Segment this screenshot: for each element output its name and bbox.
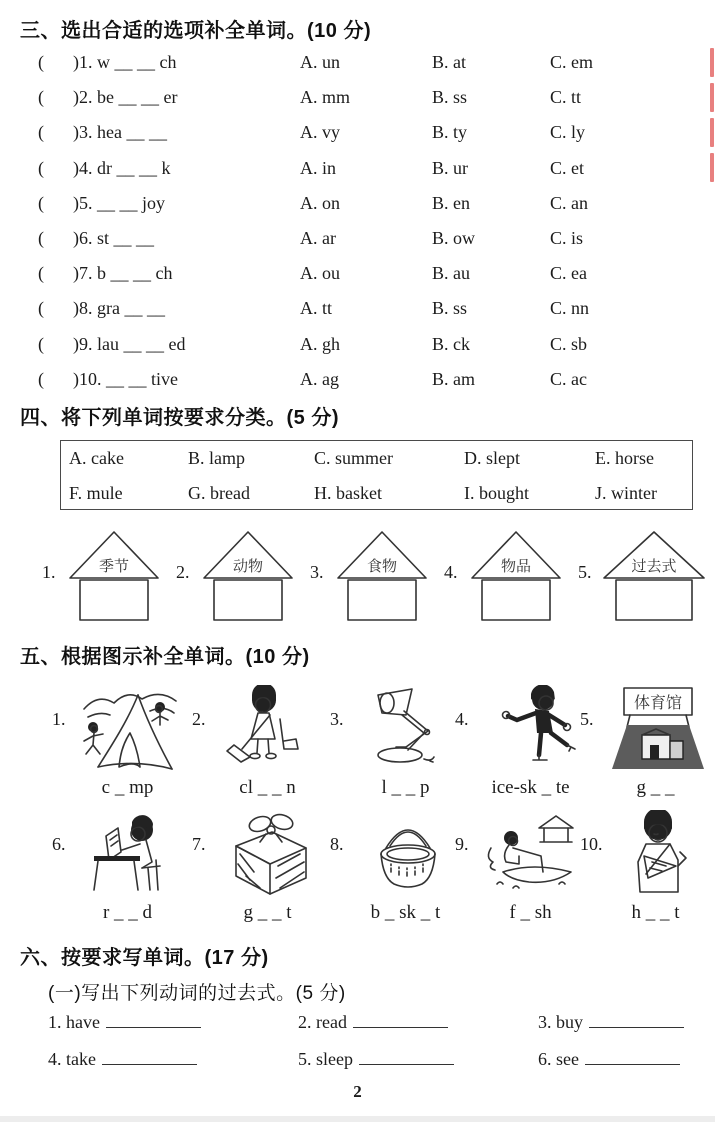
- answer-blank: [102, 1050, 197, 1065]
- verb-label: 6. see: [538, 1049, 579, 1069]
- answer-paren: (: [38, 368, 44, 389]
- verb-label: 3. buy: [538, 1012, 583, 1032]
- answer-blank: [359, 1050, 454, 1065]
- boy-fishing-illustration: [483, 810, 583, 898]
- question-row: [0, 81, 715, 116]
- option-c: C. ly: [550, 122, 586, 143]
- section4-heading: 四、将下列单词按要求分类。(5 分): [20, 407, 339, 429]
- option-a: A. ou: [300, 263, 340, 284]
- picture-item: [330, 685, 475, 803]
- section3-heading: 三、选出合适的选项补全单词。(10 分): [20, 20, 372, 42]
- option-b: B. ss: [432, 298, 468, 319]
- gym-sign-text: 体育馆: [633, 695, 683, 712]
- picture-word-blank: g _ _: [636, 777, 675, 798]
- picture-number: 10.: [580, 834, 603, 854]
- past-tense-item: [48, 1012, 201, 1033]
- house-category-label: 食物: [366, 558, 397, 575]
- gift-box-illustration: [220, 810, 320, 898]
- option-b: B. ss: [432, 87, 468, 108]
- verb-label: 5. sleep: [298, 1049, 353, 1069]
- answer-paren: (: [38, 227, 44, 248]
- word-bank-box: [60, 440, 693, 510]
- option-b: B. ur: [432, 157, 468, 178]
- house-number: 1.: [42, 562, 56, 582]
- picture-word-blank: g _ _ t: [243, 902, 292, 923]
- picture-number: 7.: [192, 834, 206, 854]
- picture-item: [455, 685, 600, 803]
- option-a: A. ar: [300, 227, 336, 248]
- bank-word: G. bread: [188, 483, 250, 503]
- picture-word-blank: l _ _ p: [381, 777, 430, 798]
- picture-item: [330, 810, 475, 928]
- section6-heading: 六、按要求写单词。(17 分): [20, 947, 269, 969]
- picture-item: [580, 685, 715, 803]
- verb-label: 1. have: [48, 1012, 100, 1032]
- picture-word-blank: r _ _ d: [102, 902, 153, 923]
- answer-blank: [353, 1013, 448, 1028]
- question-row: [0, 292, 715, 327]
- category-house-animals: [176, 528, 310, 628]
- question-stem: )5. __ __ joy: [73, 192, 165, 213]
- picture-item: [52, 685, 197, 803]
- answer-paren: (: [38, 333, 44, 354]
- house-number: 5.: [578, 562, 592, 582]
- picture-number: 2.: [192, 709, 206, 729]
- question-stem: )1. w __ __ ch: [73, 52, 177, 72]
- picture-word-blank: f _ sh: [509, 902, 552, 923]
- picture-word-blank: ice-sk _ te: [491, 777, 570, 798]
- past-tense-item: [298, 1012, 448, 1033]
- option-c: C. sb: [550, 333, 588, 354]
- page-bottom-edge: [0, 1116, 715, 1122]
- bank-word: D. slept: [464, 448, 520, 468]
- option-b: B. en: [432, 192, 470, 213]
- question-stem: )4. dr __ __ k: [73, 157, 171, 178]
- question-row: [0, 187, 715, 222]
- option-b: B. am: [432, 368, 475, 389]
- option-b: B. au: [432, 263, 470, 284]
- red-grading-mark: [710, 48, 714, 77]
- option-a: A. mm: [300, 87, 351, 108]
- question-stem: )2. be __ __ er: [73, 87, 178, 108]
- picture-word-blank: c _ mp: [101, 777, 154, 798]
- answer-paren: (: [38, 122, 44, 143]
- question-row: [0, 46, 715, 81]
- red-grading-mark: [710, 153, 714, 182]
- bank-word: E. horse: [595, 448, 654, 468]
- bank-word: F. mule: [69, 483, 123, 503]
- question-stem: )3. hea __ __: [73, 122, 167, 143]
- girl-sweeping-illustration: [220, 685, 320, 773]
- question-row: [0, 152, 715, 187]
- house-category-label: 季节: [98, 558, 129, 575]
- option-b: B. at: [432, 52, 466, 72]
- picture-number: 9.: [455, 834, 469, 854]
- house-number: 4.: [444, 562, 458, 582]
- question-row: [0, 257, 715, 292]
- option-a: A. on: [300, 192, 340, 213]
- picture-number: 5.: [580, 709, 594, 729]
- bank-word: B. lamp: [188, 448, 245, 468]
- option-b: B. ty: [432, 122, 468, 143]
- past-tense-item: [298, 1049, 454, 1070]
- option-c: C. em: [550, 52, 593, 72]
- category-house-food: [310, 528, 444, 628]
- answer-paren: (: [38, 157, 44, 178]
- option-a: A. vy: [300, 122, 340, 143]
- past-tense-item: [538, 1049, 680, 1070]
- picture-word-blank: cl _ _ n: [239, 777, 296, 798]
- option-c: C. nn: [550, 298, 590, 319]
- answer-paren: (: [38, 298, 44, 319]
- option-c: C. an: [550, 192, 588, 213]
- basket-illustration: [358, 810, 458, 898]
- answer-blank: [589, 1013, 684, 1028]
- question-row: [0, 222, 715, 257]
- question-row: [0, 328, 715, 363]
- category-house-past-tense: [578, 528, 712, 628]
- option-c: C. is: [550, 227, 584, 248]
- page-number: 2: [353, 1082, 362, 1101]
- picture-number: 1.: [52, 709, 66, 729]
- answer-paren: (: [38, 263, 44, 284]
- gym-building-illustration: [608, 685, 708, 773]
- picture-word-blank: h _ _ t: [631, 902, 680, 923]
- option-b: B. ck: [432, 333, 470, 354]
- option-c: C. ac: [550, 368, 587, 389]
- bank-word: C. summer: [314, 448, 393, 468]
- red-grading-mark: [710, 83, 714, 112]
- question-stem: )6. st __ __: [73, 227, 154, 248]
- house-category-label: 过去式: [631, 558, 677, 575]
- option-a: A. un: [300, 52, 340, 72]
- option-c: C. ea: [550, 263, 587, 284]
- boy-reading-illustration: [80, 810, 180, 898]
- red-grading-mark: [710, 118, 714, 147]
- camping-tent-illustration: [80, 685, 180, 773]
- verb-label: 2. read: [298, 1012, 347, 1032]
- question-row: [0, 116, 715, 151]
- picture-item: [580, 810, 715, 928]
- picture-item: [192, 685, 337, 803]
- question-stem: )7. b __ __ ch: [73, 263, 173, 284]
- house-number: 2.: [176, 562, 190, 582]
- question-stem: )10. __ __ tive: [73, 368, 178, 389]
- category-house-seasons: [42, 528, 176, 628]
- option-b: B. ow: [432, 227, 476, 248]
- answer-paren: (: [38, 52, 44, 72]
- past-tense-item: [48, 1049, 197, 1070]
- answer-paren: (: [38, 87, 44, 108]
- house-category-label: 物品: [500, 558, 531, 575]
- picture-item: [455, 810, 600, 928]
- boy-ice-skating-illustration: [483, 685, 583, 773]
- picture-item: [192, 810, 337, 928]
- answer-blank: [585, 1050, 680, 1065]
- question-stem: )8. gra __ __: [73, 298, 165, 319]
- option-c: C. tt: [550, 87, 582, 108]
- option-c: C. et: [550, 157, 584, 178]
- section5-heading: 五、根据图示补全单词。(10 分): [20, 646, 310, 668]
- picture-item: [52, 810, 197, 928]
- option-a: A. gh: [300, 333, 340, 354]
- question-row: [0, 363, 715, 398]
- answer-blank: [106, 1013, 201, 1028]
- picture-number: 3.: [330, 709, 344, 729]
- boy-hurt-arm-illustration: [608, 810, 708, 898]
- bank-word: J. winter: [595, 483, 657, 503]
- section6-sub-heading: (一)写出下列动词的过去式。(5 分): [48, 983, 346, 1004]
- verb-label: 4. take: [48, 1049, 96, 1069]
- picture-number: 8.: [330, 834, 344, 854]
- house-category-label: 动物: [232, 558, 263, 575]
- picture-word-blank: b _ sk _ t: [370, 902, 441, 923]
- question-stem: )9. lau __ __ ed: [73, 333, 186, 354]
- bank-word: I. bought: [464, 483, 529, 503]
- desk-lamp-illustration: [358, 685, 458, 773]
- house-number: 3.: [310, 562, 324, 582]
- bank-word: A. cake: [69, 448, 124, 468]
- picture-number: 6.: [52, 834, 66, 854]
- option-a: A. tt: [300, 298, 333, 319]
- picture-number: 4.: [455, 709, 469, 729]
- section3-question-list: [0, 46, 715, 398]
- option-a: A. ag: [300, 368, 339, 389]
- answer-paren: (: [38, 192, 44, 213]
- bank-word: H. basket: [314, 483, 382, 503]
- past-tense-item: [538, 1012, 684, 1033]
- category-house-objects: [444, 528, 578, 628]
- option-a: A. in: [300, 157, 336, 178]
